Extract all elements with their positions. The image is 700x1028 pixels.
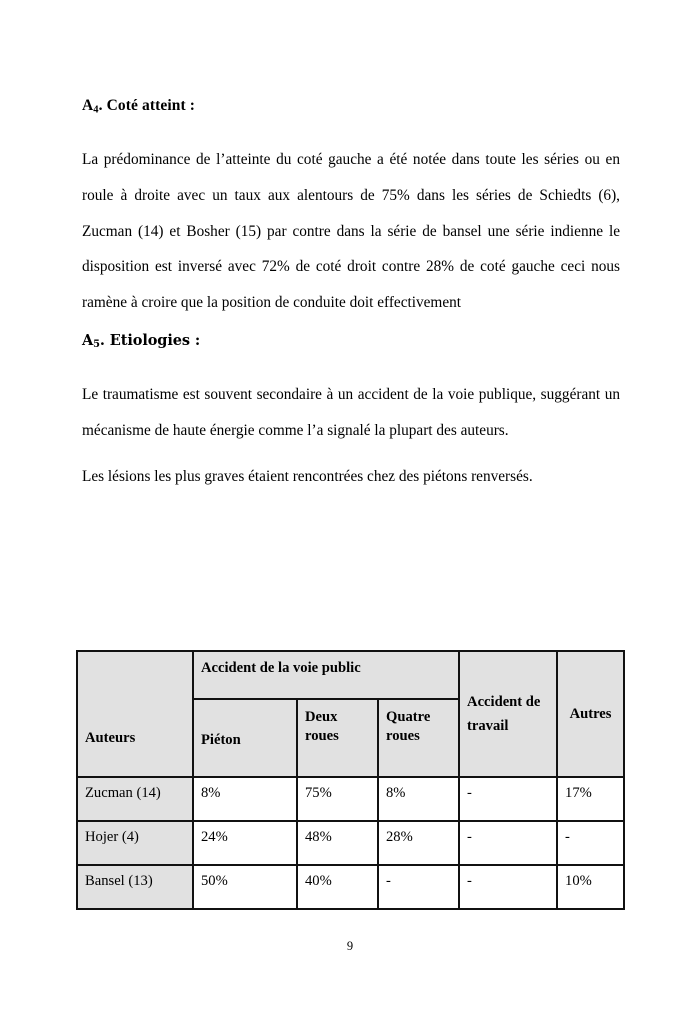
header-cell-pieton [193, 699, 297, 777]
header-label-autres: Autres [569, 706, 612, 722]
cell-text-deux-roues: 75% [305, 785, 332, 801]
cell-quatre-roues [378, 865, 459, 909]
page-number: 9 [346, 939, 354, 953]
cell-autres [557, 865, 624, 909]
header-cell-accident-travail [459, 651, 557, 777]
table-row [77, 777, 624, 821]
cell-accident-travail [459, 865, 557, 909]
heading-a5-prefix: A [82, 331, 94, 349]
cell-deux-roues [297, 865, 378, 909]
cell-text-accident-travail: - [467, 873, 472, 889]
cell-text-pieton: 24% [201, 829, 228, 845]
cell-auteur [77, 777, 193, 821]
cell-text-pieton: 8% [201, 785, 221, 801]
heading-a4-subscript: 4 [93, 104, 99, 116]
cell-deux-roues [297, 777, 378, 821]
cell-text-deux-roues: 48% [305, 829, 332, 845]
header-label-accident-travail: Accident de travail [467, 694, 541, 734]
spacer [82, 449, 620, 459]
cell-accident-travail [459, 777, 557, 821]
paragraph-a5-2: Les lésions les plus graves étaient rencontrées chez des piétons renversés. [82, 467, 533, 485]
cell-deux-roues [297, 821, 378, 865]
cell-text-autres: - [565, 829, 570, 845]
cell-quatre-roues [378, 821, 459, 865]
header-cell-deux-roues [297, 699, 378, 777]
cell-text-accident-travail: - [467, 785, 472, 801]
cell-text-quatre-roues: 28% [386, 829, 413, 845]
table-header-row-1 [77, 651, 624, 699]
cell-autres [557, 821, 624, 865]
cell-pieton [193, 777, 297, 821]
cell-text-pieton: 50% [201, 873, 228, 889]
heading-a5-subscript: 5 [93, 339, 100, 351]
header-cell-auteurs [77, 651, 193, 777]
header-label-auteurs: Auteurs [85, 730, 136, 746]
cell-text-auteur: Bansel (13) [85, 873, 153, 889]
cell-auteur [77, 821, 193, 865]
table-row [77, 821, 624, 865]
cell-autres [557, 777, 624, 821]
paragraph-a4-1: La prédominance de l’atteinte du coté gauche a été notée dans toute les séries ou en roule à droite avec un taux aux alentours de 75% dans les séries de Schiedts (6), Zucman (14) et Bosher (15) par contre dans la série de bansel une série indienne le disposition est inversé avec 72% de coté droit contre 28% de coté gauche ceci nous ramène à croire que la position de conduite doit effectivement [82, 151, 620, 312]
cell-text-quatre-roues: - [386, 873, 391, 889]
cell-text-auteur: Zucman (14) [85, 785, 161, 801]
header-label-quatre-roues: Quatre roues [386, 709, 431, 744]
header-label-avp-group: Accident de la voie public [201, 660, 361, 676]
cell-text-autres: 17% [565, 785, 592, 801]
cell-text-auteur: Hojer (4) [85, 829, 139, 845]
etiologies-table [76, 650, 625, 910]
header-cell-autres [557, 651, 624, 777]
section-heading-a4 [82, 96, 620, 116]
section-heading-a5 [82, 331, 620, 351]
heading-a4-rest: . Coté atteint : [98, 97, 195, 114]
cell-pieton [193, 821, 297, 865]
cell-pieton [193, 865, 297, 909]
cell-text-quatre-roues: 8% [386, 785, 406, 801]
spacer [82, 351, 620, 377]
spacer [82, 321, 620, 331]
spacer [82, 116, 620, 142]
header-cell-avp-group [193, 651, 459, 699]
heading-a5-rest: . Etiologies : [99, 331, 201, 349]
cell-text-deux-roues: 40% [305, 873, 332, 889]
header-label-pieton: Piéton [201, 732, 241, 748]
document-body [82, 96, 620, 494]
header-cell-quatre-roues [378, 699, 459, 777]
cell-auteur [77, 865, 193, 909]
cell-accident-travail [459, 821, 557, 865]
table-row [77, 865, 624, 909]
cell-text-autres: 10% [565, 873, 592, 889]
heading-a4-prefix: A [82, 97, 94, 114]
etiologies-table-container [76, 650, 623, 910]
cell-text-accident-travail: - [467, 829, 472, 845]
header-label-deux-roues: Deux roues [305, 709, 339, 744]
cell-quatre-roues [378, 777, 459, 821]
paragraph-a5-1: Le traumatisme est souvent secondaire à un accident de la voie publique, suggérant un mécanisme de haute énergie comme l’a signalé la plupart des auteurs. [82, 385, 620, 439]
